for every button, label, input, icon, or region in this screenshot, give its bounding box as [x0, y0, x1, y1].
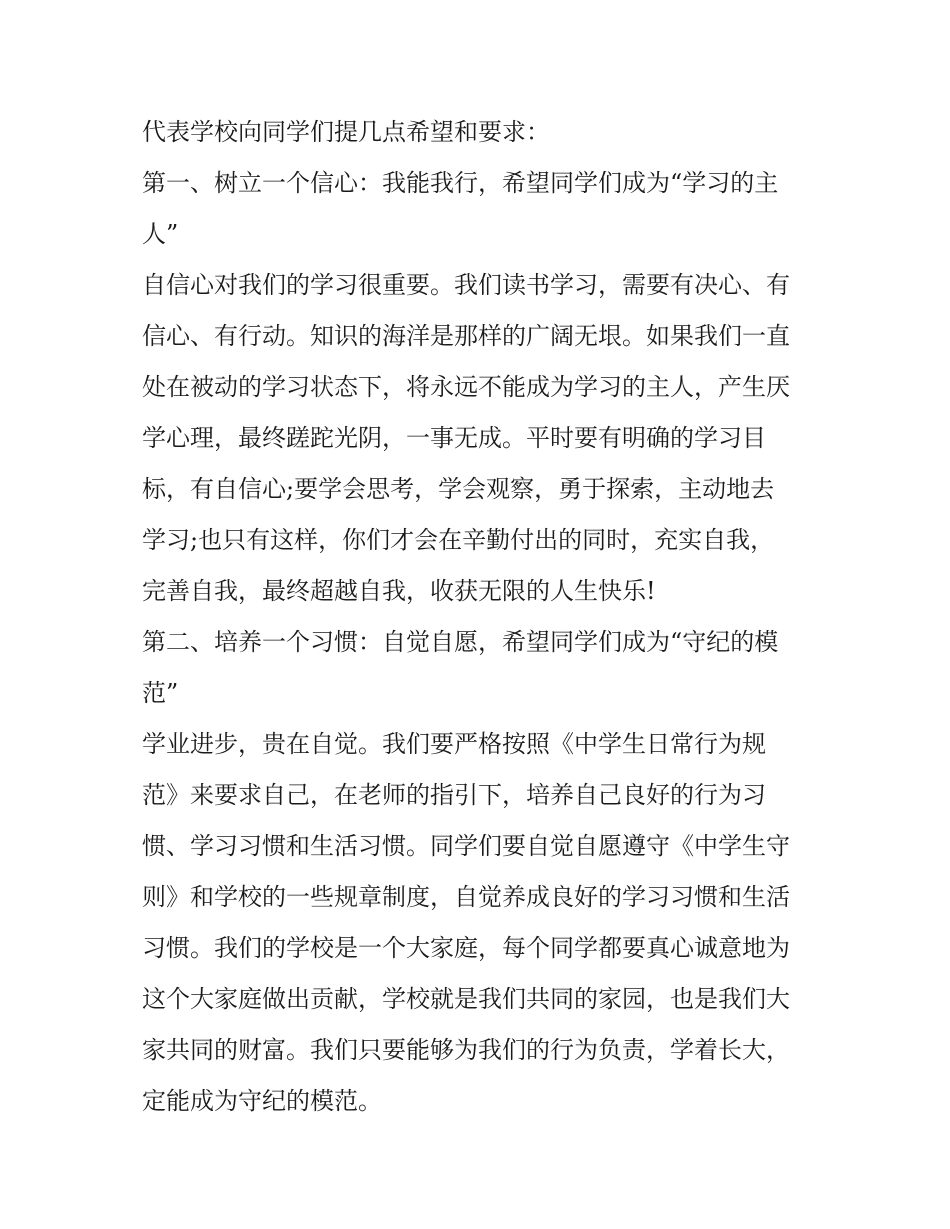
- paragraph-two-line: 这个大家庭做出贡献，学校就是我们共同的家园，也是我们大: [142, 985, 790, 1013]
- paragraph-two-line: 定能成为守纪的模范。: [142, 1087, 382, 1115]
- paragraph-one-line: 学习;也只有这样，你们才会在辛勤付出的同时，充实自我，: [142, 526, 775, 554]
- paragraph-two-line: 习惯。我们的学校是一个大家庭，每个同学都要真心诚意地为: [142, 934, 790, 962]
- paragraph-one-line: 标，有自信心;要学会思考，学会观察，勇于探索，主动地去: [142, 475, 775, 503]
- paragraph-one-line: 学心理，最终蹉跎光阴，一事无成。平时要有明确的学习目: [142, 424, 766, 452]
- paragraph-two-line: 则》和学校的一些规章制度，自觉养成良好的学习习惯和生活: [142, 883, 790, 911]
- paragraph-two-line: 惯、学习习惯和生活习惯。同学们要自觉自愿遵守《中学生守: [142, 832, 790, 860]
- intro-line: 代表学校向同学们提几点希望和要求：: [142, 118, 550, 146]
- paragraph-one-line: 自信心对我们的学习很重要。我们读书学习，需要有决心、有: [142, 271, 790, 299]
- paragraph-one-line: 处在被动的学习状态下，将永远不能成为学习的主人，产生厌: [142, 373, 790, 401]
- paragraph-two-line: 家共同的财富。我们只要能够为我们的行为负责，学着长大，: [142, 1036, 790, 1064]
- heading-one-line-2: 人”: [142, 220, 179, 248]
- heading-one-line-1: 第一、树立一个信心：我能我行，希望同学们成为“学习的主: [142, 169, 779, 197]
- paragraph-two-line: 学业进步，贵在自觉。我们要严格按照《中学生日常行为规: [142, 730, 766, 758]
- heading-two-line-2: 范”: [142, 679, 179, 707]
- paragraph-one-line: 完善自我，最终超越自我，收获无限的人生快乐!: [142, 577, 656, 605]
- heading-two-line-1: 第二、培养一个习惯：自觉自愿，希望同学们成为“守纪的模: [142, 628, 779, 656]
- paragraph-one-line: 信心、有行动。知识的海洋是那样的广阔无垠。如果我们一直: [142, 322, 790, 350]
- paragraph-two-line: 范》来要求自己，在老师的指引下，培养自己良好的行为习: [142, 781, 766, 809]
- document-body: [142, 107, 818, 1127]
